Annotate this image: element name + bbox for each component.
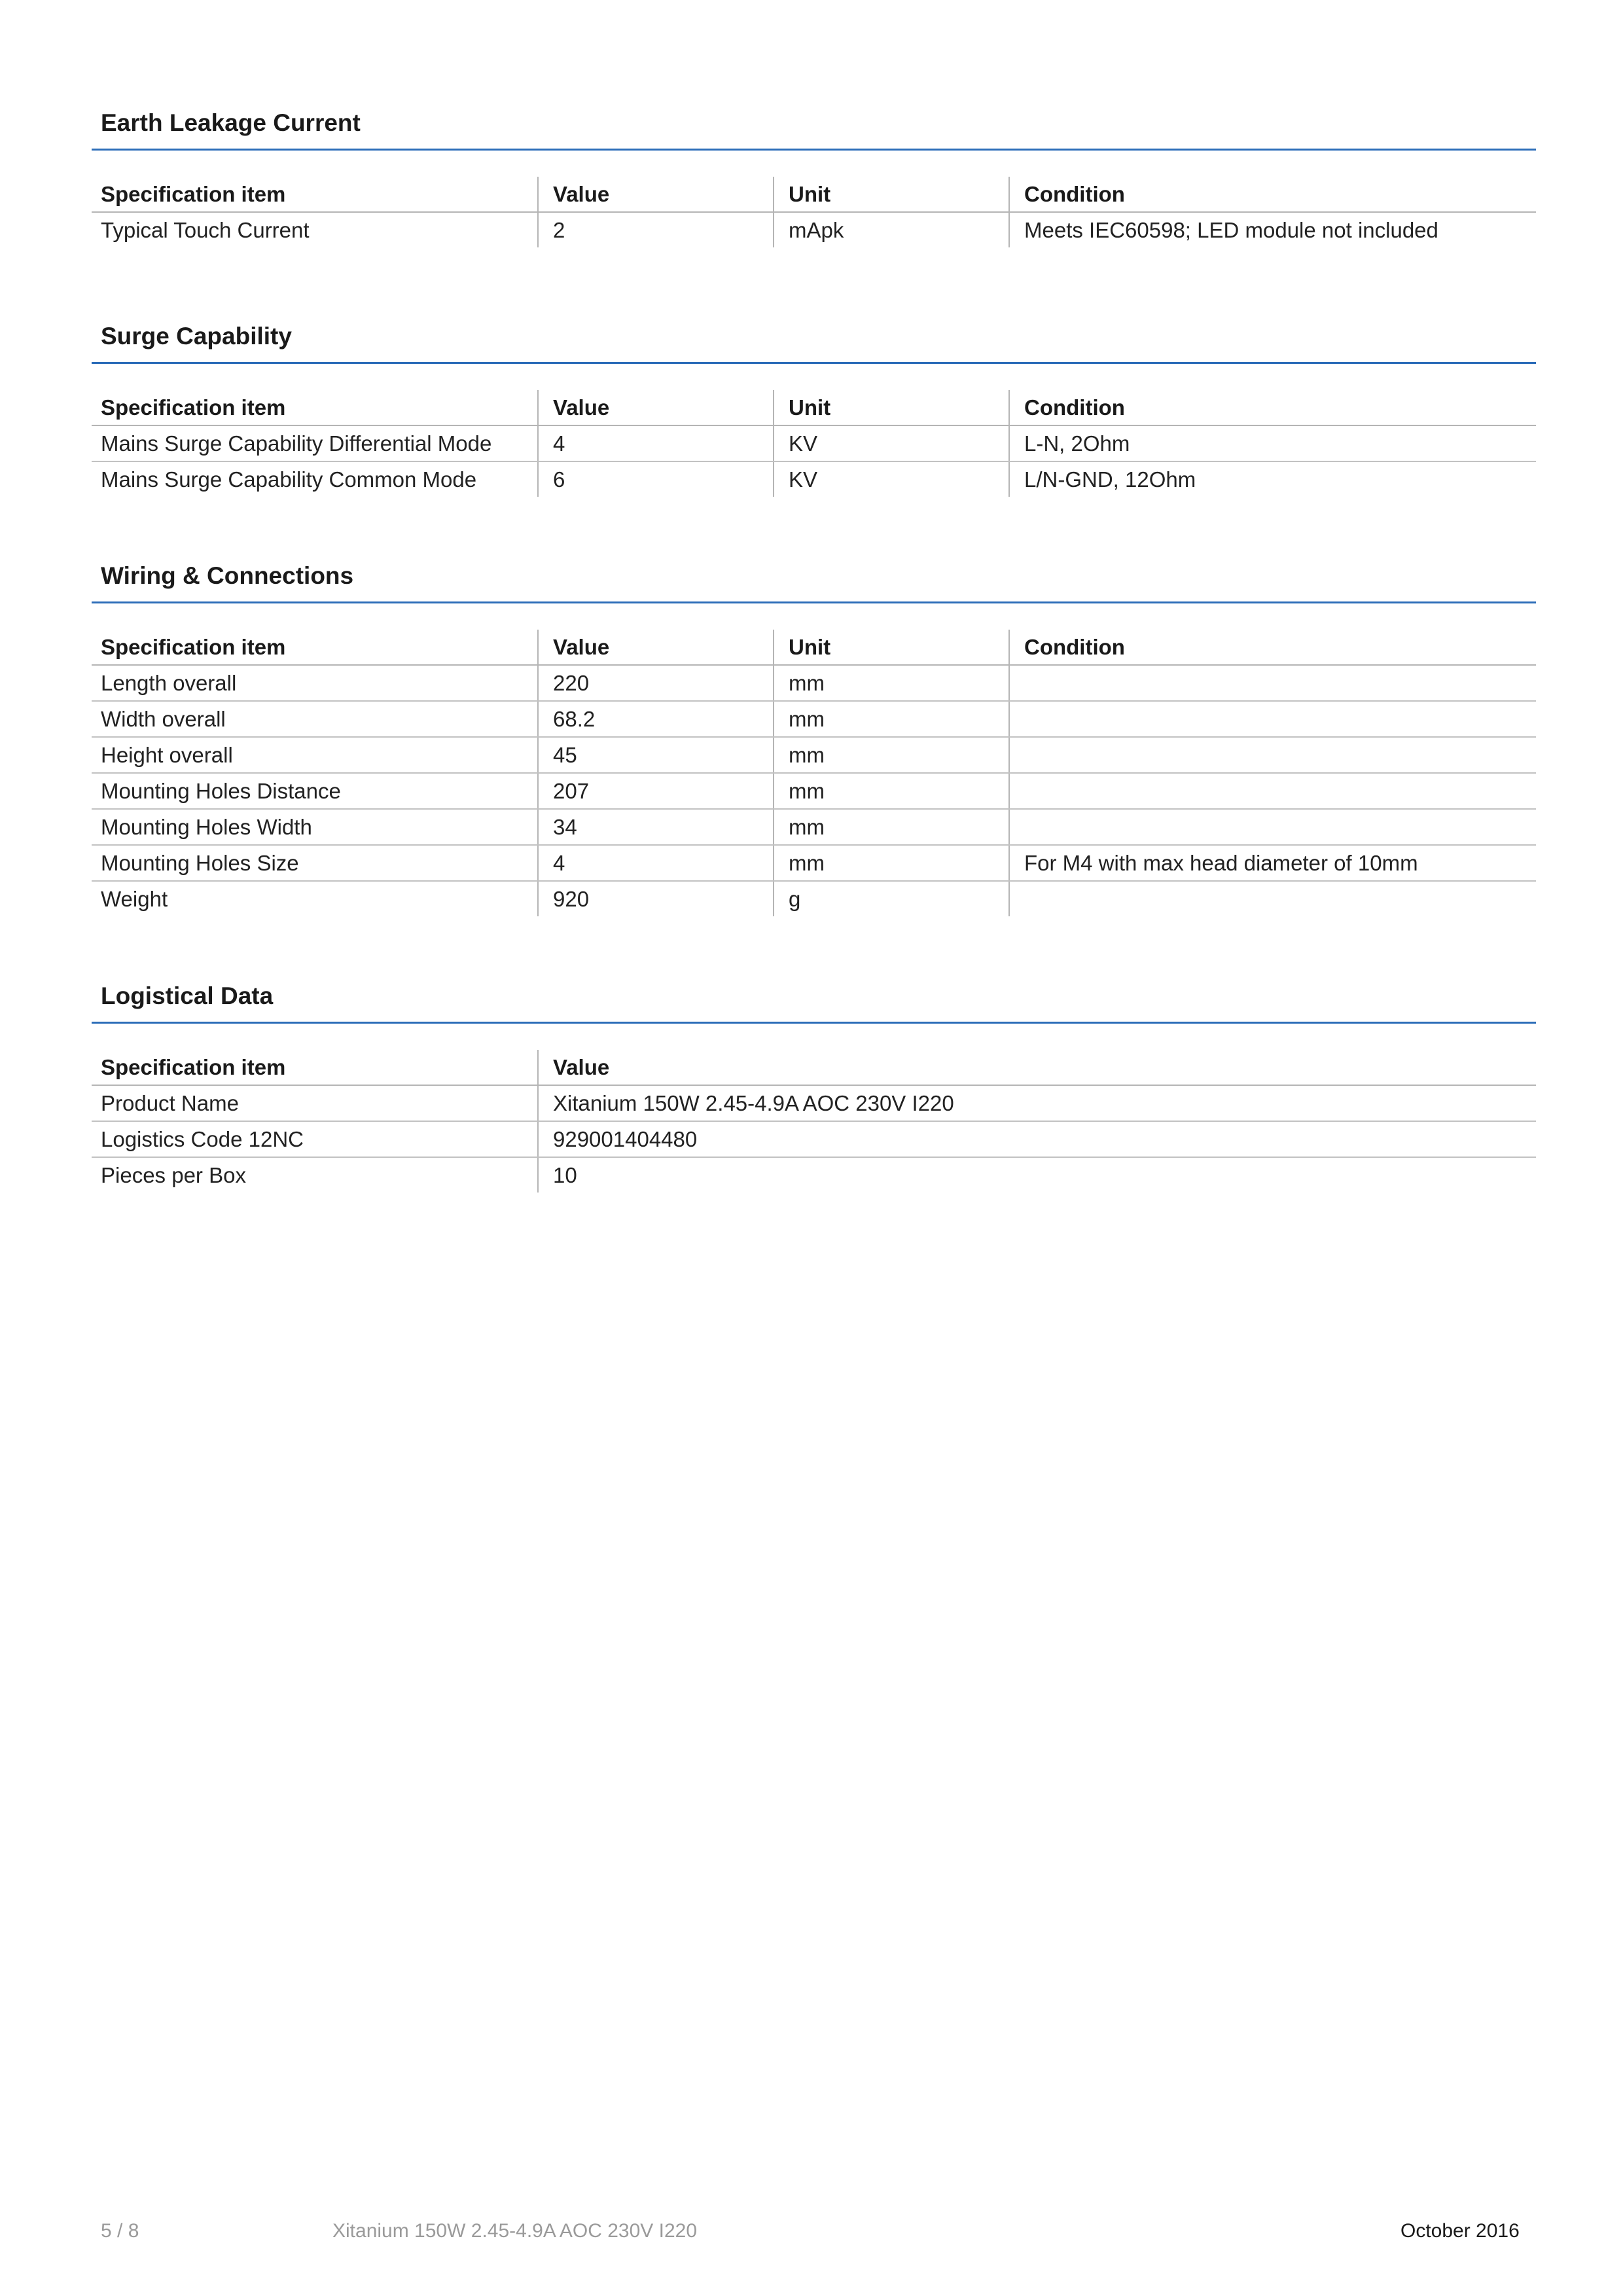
section-title: Surge Capability <box>92 318 1536 364</box>
table-row <box>92 845 1536 881</box>
footer-date: October 2016 <box>1400 2220 1520 2242</box>
cell-condition <box>1009 809 1536 845</box>
cell-spec: Product Name <box>92 1085 538 1121</box>
header-spec: Specification item <box>92 630 538 665</box>
table-row <box>92 809 1536 845</box>
cell-spec: Height overall <box>92 737 538 773</box>
cell-spec: Mounting Holes Distance <box>92 773 538 809</box>
section-wiring-connections <box>92 558 1536 916</box>
cell-spec: Mains Surge Capability Differential Mode <box>92 425 538 461</box>
cell-unit: mApk <box>774 212 1009 247</box>
cell-spec: Width overall <box>92 701 538 737</box>
table-row <box>92 1085 1536 1121</box>
header-value: Value <box>538 1050 1536 1085</box>
spec-table-surge <box>92 390 1536 497</box>
table-row <box>92 425 1536 461</box>
section-earth-leakage <box>92 105 1536 247</box>
cell-unit: mm <box>774 665 1009 701</box>
cell-condition <box>1009 737 1536 773</box>
footer-page-number: 5 / 8 <box>101 2220 139 2242</box>
cell-spec: Mounting Holes Size <box>92 845 538 881</box>
header-condition: Condition <box>1009 177 1536 212</box>
cell-condition: L-N, 2Ohm <box>1009 425 1536 461</box>
cell-unit: mm <box>774 701 1009 737</box>
cell-value: 34 <box>538 809 774 845</box>
section-surge-capability <box>92 318 1536 497</box>
cell-spec: Length overall <box>92 665 538 701</box>
cell-unit: g <box>774 881 1009 916</box>
table-row <box>92 773 1536 809</box>
cell-value: 2 <box>538 212 774 247</box>
header-condition: Condition <box>1009 390 1536 425</box>
cell-unit: KV <box>774 461 1009 497</box>
header-value: Value <box>538 390 774 425</box>
cell-condition <box>1009 701 1536 737</box>
header-unit: Unit <box>774 177 1009 212</box>
cell-spec: Weight <box>101 887 168 911</box>
header-spec: Specification item <box>92 1050 538 1085</box>
cell-value: 4 <box>538 845 774 881</box>
table-header-row <box>92 630 1536 665</box>
header-unit: Unit <box>774 630 1009 665</box>
cell-spec: Pieces per Box <box>101 1163 246 1187</box>
header-spec: Specification item <box>92 390 538 425</box>
section-title: Wiring & Connections <box>92 558 1536 603</box>
spec-table-earth-leakage <box>92 177 1536 247</box>
cell-value: 68.2 <box>538 701 774 737</box>
table-header-row <box>92 1050 1536 1085</box>
section-title: Logistical Data <box>92 978 1536 1024</box>
table-row <box>92 881 1536 916</box>
table-header-row <box>92 390 1536 425</box>
cell-condition <box>1009 881 1536 916</box>
cell-unit: KV <box>774 425 1009 461</box>
table-row <box>92 1157 1536 1193</box>
cell-spec: Logistics Code 12NC <box>92 1121 538 1157</box>
cell-spec: Mains Surge Capability Common Mode <box>101 467 477 492</box>
cell-spec: Mounting Holes Width <box>92 809 538 845</box>
cell-value: 6 <box>538 461 774 497</box>
table-row <box>92 212 1536 247</box>
header-value: Value <box>538 630 774 665</box>
spec-table-wiring <box>92 630 1536 916</box>
table-row <box>92 461 1536 497</box>
header-spec: Specification item <box>92 177 538 212</box>
cell-value: 920 <box>538 881 774 916</box>
cell-condition: L/N-GND, 12Ohm <box>1009 461 1536 497</box>
cell-condition: Meets IEC60598; LED module not included <box>1009 212 1536 247</box>
cell-spec: Typical Touch Current <box>101 218 310 242</box>
cell-unit: mm <box>774 737 1009 773</box>
cell-condition <box>1009 773 1536 809</box>
footer-product-name: Xitanium 150W 2.45-4.9A AOC 230V I220 <box>332 2220 698 2242</box>
table-row <box>92 701 1536 737</box>
cell-value: 10 <box>538 1157 1536 1193</box>
cell-unit: mm <box>774 773 1009 809</box>
header-value: Value <box>538 177 774 212</box>
cell-condition: For M4 with max head diameter of 10mm <box>1009 845 1536 881</box>
cell-unit: mm <box>774 845 1009 881</box>
cell-value: 4 <box>538 425 774 461</box>
table-header-row <box>92 177 1536 212</box>
cell-value: Xitanium 150W 2.45-4.9A AOC 230V I220 <box>538 1085 1536 1121</box>
spec-table-logistics <box>92 1050 1536 1193</box>
cell-value: 929001404480 <box>538 1121 1536 1157</box>
cell-unit: mm <box>774 809 1009 845</box>
cell-value: 207 <box>538 773 774 809</box>
section-logistical-data <box>92 978 1536 1193</box>
table-row <box>92 665 1536 701</box>
header-condition: Condition <box>1009 630 1536 665</box>
section-title: Earth Leakage Current <box>92 105 1536 151</box>
cell-condition <box>1009 665 1536 701</box>
table-row <box>92 1121 1536 1157</box>
cell-value: 220 <box>538 665 774 701</box>
cell-value: 45 <box>538 737 774 773</box>
header-unit: Unit <box>774 390 1009 425</box>
table-row <box>92 737 1536 773</box>
